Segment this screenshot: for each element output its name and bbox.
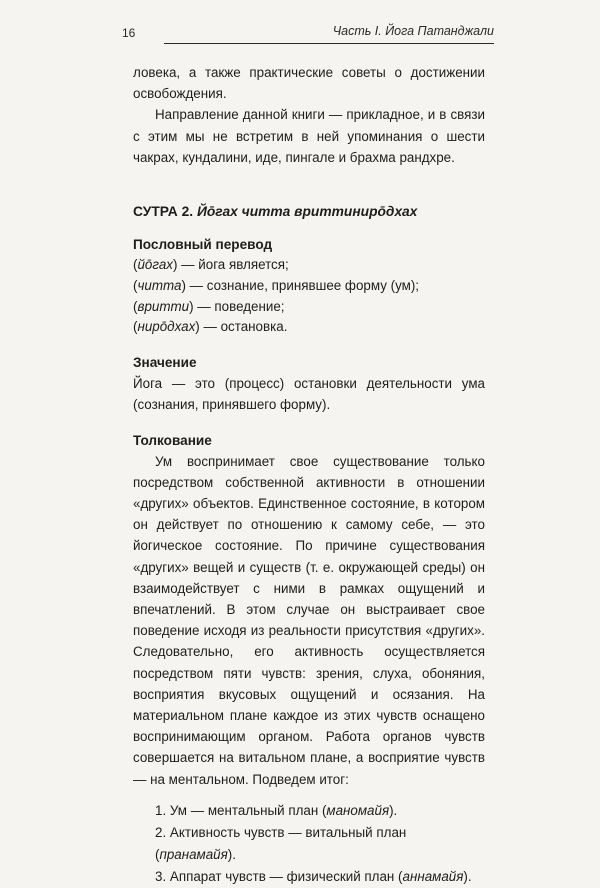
term: йо̄гах	[137, 257, 173, 273]
meaning-text: Йога — это (процесс) остановки деятельности ума (сознания, принявшего форму).	[133, 376, 485, 413]
list-end: ).	[463, 868, 472, 884]
term: читта	[137, 277, 182, 293]
list-number: 3.	[155, 868, 167, 884]
translation-line: (йо̄гах) — йога является;	[133, 257, 289, 273]
list-term: маномайя	[326, 802, 390, 818]
list-number: 2.	[155, 824, 167, 840]
sutra-title	[133, 202, 485, 222]
term-meaning: йога является;	[198, 257, 289, 273]
intro-paragraph-2: Направление данной книги — прикладное, и в связи с этим мы не встретим в ней упоминания о шести чакрах, кундалини, иде, пингале и брахма рандхре.	[133, 107, 485, 165]
commentary-section	[133, 430, 485, 888]
sutra-sanskrit: Йо̄гах читта вриттиниро̄дхах	[196, 204, 418, 220]
page-header	[122, 24, 494, 46]
term-meaning: сознание, принявшее форму (ум);	[206, 277, 420, 293]
list-text: Ум — ментальный план (	[169, 802, 327, 818]
page-body	[133, 62, 485, 888]
list-text: Аппарат чувств — физический план (	[169, 868, 403, 884]
list-text: Активность чувств — витальный план (	[155, 824, 407, 862]
running-head: Часть I. Йога Патанджали	[332, 24, 494, 38]
list-term: пранамайя	[159, 846, 228, 862]
sutra-label: СУТРА 2.	[133, 204, 194, 220]
list-number: 1.	[155, 802, 167, 818]
commentary-text: Ум воспринимает свое существование только посредством собственной активности в отношении «других» объектов. Единственное состояние, в котором он действует по отношению к самому себе, — это йогическое состояние. По причине существования «других» вещей и существ (т. е. окружающей среды) он взаимодействует с ними в рамках ощущений и впечатлений. В этом случае он выстраивает свое поведение исходя из реальности присутствия «других». Следовательно, его активность осуществляется посредством пяти чувств: зрения, слуха, обоняния, восприятия вкусовых ощущений и осязания. На материальном плане каждое из этих чувств оснащено воспринимающим органом. Работа органов чувств совершается на витальном плане, а восприятие чувств — на ментальном. Подведем итог:	[133, 453, 485, 787]
translation-line: (вритти) — поведение;	[133, 298, 285, 314]
summary-list	[133, 800, 485, 888]
commentary-heading: Толкование	[133, 432, 212, 448]
translation-heading: Пословный перевод	[133, 237, 273, 253]
translation-line: (читта) — сознание, принявшее форму (ум);	[133, 277, 420, 293]
page-number: 16	[122, 26, 136, 40]
list-term: аннамайя	[402, 868, 464, 884]
meaning-section	[133, 352, 485, 415]
list-item	[133, 800, 485, 822]
term: ниро̄дхах	[137, 319, 196, 335]
intro-paragraph-1: ловека, а также практические советы о достижении освобождения.	[133, 65, 485, 102]
term-meaning: остановка.	[220, 319, 288, 335]
meaning-heading: Значение	[133, 355, 197, 371]
translation-line: (ниро̄дхах) — остановка.	[133, 319, 288, 335]
header-rule	[164, 43, 494, 44]
term-meaning: поведение;	[214, 298, 285, 314]
list-end: ).	[227, 846, 236, 862]
list-end: ).	[389, 802, 398, 818]
translation-section	[133, 234, 485, 338]
list-item	[133, 866, 485, 888]
term: вритти	[137, 298, 190, 314]
list-item	[133, 822, 485, 866]
